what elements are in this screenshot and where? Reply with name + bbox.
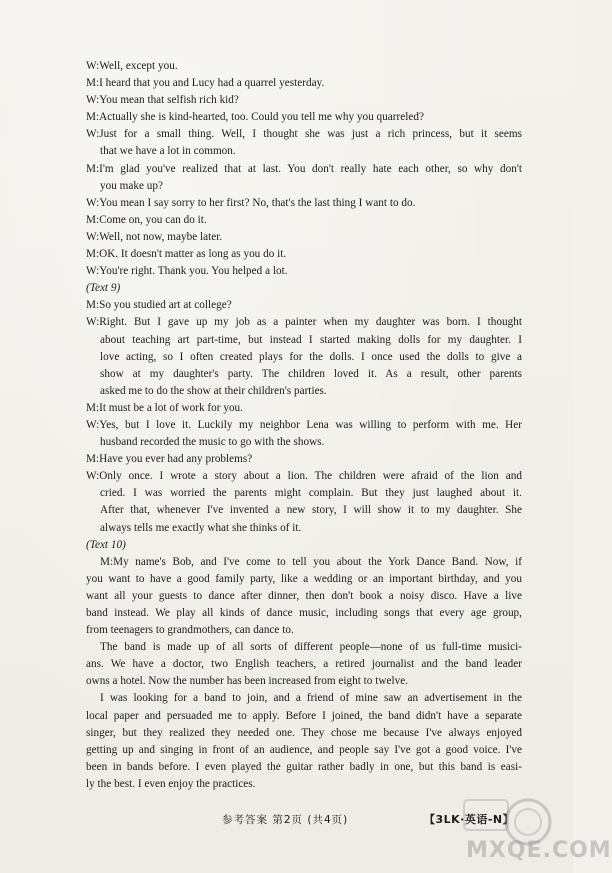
transcript-line: M:My name's Bob, and I've come to tell you about the York Dance Band. Now, if <box>100 555 522 568</box>
transcript-line: M:Come on, you can do it. <box>86 213 207 226</box>
transcript-line: W:Well, except you. <box>86 60 178 72</box>
transcript-line: W:Right. But I gave up my job as a painter when my daughter was born. I thought <box>86 316 522 329</box>
transcript-line: W:Only once. I wrote a story about a lion. The children were afraid of the lion and <box>86 470 522 483</box>
transcript-line: from teenagers to grandmothers, can dance to. <box>86 624 294 637</box>
transcript-line: The band is made up of all sorts of different people—none of us full-time musici- <box>100 641 522 654</box>
transcript-line: W:You're right. Thank you. You helped a lot. <box>86 265 288 278</box>
transcript-line: I was looking for a band to join, and a friend of mine saw an advertisement in the <box>100 692 522 705</box>
footer-page-number: 参考答案 第2页 (共4页) <box>222 814 349 826</box>
transcript-line: band instead. We play all kinds of dance music, including songs that every age group, <box>86 607 522 619</box>
transcript-line: you make up? <box>100 179 163 192</box>
transcript-line: W:Yes, but I love it. Luckily my neighbor Lena was willing to perform with me. Her <box>86 418 522 431</box>
transcript-line: M:So you studied art at college? <box>86 299 232 312</box>
transcript-line: M:OK. It doesn't matter as long as you do it. <box>86 248 287 261</box>
transcript-line: you want to have a good family party, like a wedding or an important birthday, and you <box>86 572 522 585</box>
transcript-line: asked me to do the show at their children's parties. <box>100 384 327 397</box>
transcript-line: husband recorded the music to go with the shows. <box>100 436 325 449</box>
transcript-line: W:Just for a small thing. Well, I thought she was just a rich princess, but it seems <box>86 128 522 141</box>
transcript-line: M:It must be a lot of work for you. <box>86 401 243 414</box>
transcript-line: M:Have you ever had any problems? <box>86 453 253 466</box>
transcript-text <box>86 58 522 793</box>
transcript-line: W:Well, not now, maybe later. <box>86 230 223 243</box>
section-heading: (Text 9) <box>86 282 121 295</box>
transcript-line: ly the best. I even enjoy the practices. <box>86 777 256 790</box>
transcript-line: that we have a lot in common. <box>100 145 236 158</box>
transcript-line: getting up and singing in front of an audience, and people say I've got a good voice. I've <box>86 743 522 756</box>
transcript-line: W:You mean I say sorry to her first? No, that's the last thing I want to do. <box>86 196 416 209</box>
transcript-line: local paper and persuaded me to apply. Before I joined, the band didn't have a separate <box>86 709 522 722</box>
transcript-line: M:I heard that you and Lucy had a quarrel yesterday. <box>86 77 325 90</box>
transcript-line: been in bands before. I even played the guitar rather badly in one, but this band is easi- <box>86 760 522 773</box>
transcript-line: singer, but they realized they needed one. They chose me because I've always enjoyed <box>86 726 522 739</box>
transcript-line: ans. We have a doctor, two English teachers, a retired journalist and the band leader <box>86 658 522 671</box>
transcript-line: show at my daughter's party. The children loved it. As a result, other parents <box>100 367 522 380</box>
transcript-line: love acting, so I often created plays for the dolls. I once used the dolls to give a <box>100 350 522 363</box>
transcript-line: want all your guests to dance after dinner, then don't book a noisy disco. Have a live <box>86 589 522 602</box>
transcript-line: W:You mean that selfish rich kid? <box>86 94 239 107</box>
watermark-text: MXQE.COM <box>466 838 612 863</box>
transcript-line: owns a hotel. Now the number has been increased from eight to twelve. <box>86 675 408 688</box>
transcript-line: M:Actually she is kind-hearted, too. Could you tell me why you quarreled? <box>86 111 424 124</box>
transcript-line: M:I'm glad you've realized that at last. You don't really hate each other, so why don't <box>86 162 522 175</box>
transcript-line: cried. I was worried the parents might complain. But they just laughed about it. <box>100 487 522 500</box>
footer-book-code: 【3LK·英语-N】 <box>424 813 515 826</box>
transcript-line: about teaching art part-time, but instead I started making dolls for my daughter. I <box>100 333 522 346</box>
section-heading: (Text 10) <box>86 538 126 551</box>
transcript-line: always tells me exactly what she thinks of it. <box>100 521 302 534</box>
transcript-line: After that, whenever I've invented a new story, I will show it to my daughter. She <box>100 504 522 517</box>
